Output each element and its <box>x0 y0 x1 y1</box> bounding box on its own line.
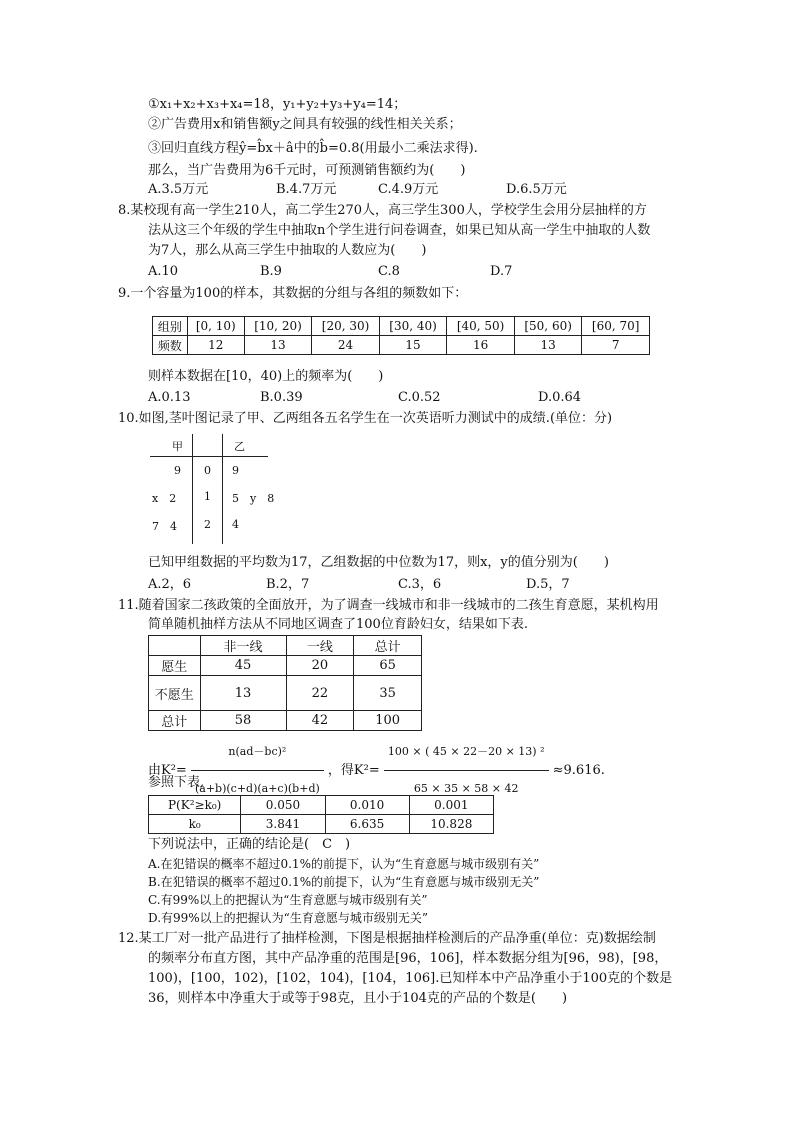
table-cell: 24 <box>312 336 380 355</box>
table-cell: 一线 <box>286 636 354 656</box>
q8-option-a: A.10 <box>148 264 179 279</box>
table-row <box>149 636 422 656</box>
q7-option-b: B.4.7万元 <box>276 182 337 197</box>
table-cell: 45 <box>200 656 286 676</box>
stem-plot-header-rule <box>150 456 268 457</box>
table-cell: 65 <box>354 656 422 676</box>
q11-option-d: D.有99%以上的把握认为“生育意愿与城市级别无关” <box>148 911 428 925</box>
q8-option-b: B.9 <box>260 264 282 279</box>
table-cell: [30, 40) <box>379 317 447 336</box>
q7-option-c: C.4.9万元 <box>378 182 439 197</box>
q7-condition-2: ②广告费用x和销售额y之间具有较强的线性相关关系； <box>148 117 462 132</box>
table-cell: 16 <box>447 336 515 355</box>
q12-line-3: 100)，[100，102)，[102，104)，[104，106].已知样本中产品净重小于100克的个数是 <box>148 971 673 986</box>
stem-plot-stem: 1 <box>204 490 211 503</box>
table-cell: 总计 <box>149 711 201 731</box>
stem-plot-stem: 0 <box>204 464 211 477</box>
q11-option-c: C.有99%以上的把握认为“生育意愿与城市级别有关” <box>148 893 428 907</box>
table-cell: [40, 50) <box>447 317 515 336</box>
table-cell: 35 <box>354 676 422 711</box>
table-cell: 非一线 <box>200 636 286 656</box>
q11-line-2: 简单随机抽样方法从不同地区调查了100位育龄妇女，结果如下表. <box>148 617 528 632</box>
calc-result: ≈9.616. <box>552 763 605 778</box>
table-cell: P(K²≥k₀) <box>149 796 241 815</box>
q9-frequency-table <box>152 316 650 355</box>
stem-plot-head-left: 甲 <box>172 440 183 453</box>
q7-question: 那么，当广告费用为6千元时，可预测销售额约为( ) <box>148 163 466 178</box>
table-cell: [10, 20) <box>244 317 312 336</box>
table-row <box>149 711 422 731</box>
table-cell: 20 <box>286 656 354 676</box>
q7-condition-3: ③回归直线方程ŷ=b̂x＋â中的b̂=0.8(用最小二乘法求得). <box>148 141 478 156</box>
q7-option-d: D.6.5万元 <box>506 182 567 197</box>
table-cell: [0, 10) <box>187 317 244 336</box>
table-row <box>153 317 650 336</box>
table-cell: 7 <box>582 336 650 355</box>
table-cell <box>149 636 201 656</box>
table-cell: 22 <box>286 676 354 711</box>
table-cell: 13 <box>244 336 312 355</box>
table-cell: 0.050 <box>241 796 325 815</box>
stem-plot-right-leaf: 5 y 8 <box>232 492 275 505</box>
q8-option-c: C.8 <box>378 264 400 279</box>
table-cell: 组别 <box>153 317 188 336</box>
q12-line-4: 36，则样本中净重大于或等于98克，且小于104克的产品的个数是( ) <box>148 991 568 1006</box>
table-cell: 0.001 <box>409 796 493 815</box>
table-cell: [50, 60) <box>514 317 582 336</box>
q8-line-3: 为7人，那么从高三学生中抽取的人数应为( ) <box>148 243 427 258</box>
stem-plot-left-leaf: 7 4 <box>152 520 177 533</box>
table-cell: 频数 <box>153 336 188 355</box>
formula-numerator: n(ad－bc)² <box>191 734 324 771</box>
table-cell: 13 <box>200 676 286 711</box>
formula-denominator: (a+b)(c+d)(a+c)(b+d) <box>194 782 320 795</box>
q12-line-1: 12.某工厂对一批产品进行了抽样检测，下图是根据抽样检测后的产品净重(单位：克)数据绘制 <box>118 931 656 946</box>
table-cell: 12 <box>187 336 244 355</box>
q9-option-d: D.0.64 <box>538 390 582 405</box>
stem-plot-left-rule <box>192 434 193 544</box>
q9-option-a: A.0.13 <box>148 390 191 405</box>
q8-line-2: 法从这三个年级的学生中抽取n个学生进行问卷调查，如果已知从高一学生中抽取的人数 <box>148 223 651 238</box>
stem-leaf-plot <box>150 434 290 546</box>
table-cell: 15 <box>379 336 447 355</box>
q9-question: 则样本数据在[10，40)上的频率为( ) <box>148 369 384 384</box>
table-cell: 10.828 <box>409 815 493 834</box>
q11-question: 下列说法中，正确的结论是( C ) <box>148 837 351 852</box>
table-cell: 愿生 <box>149 656 201 676</box>
calc-denominator: 65 × 35 × 58 × 42 <box>413 782 519 795</box>
table-row <box>149 656 422 676</box>
table-row <box>153 336 650 355</box>
q11-reference-note: 参照下表, <box>148 775 205 790</box>
table-cell: [20, 30) <box>312 317 380 336</box>
q7-option-a: A.3.5万元 <box>148 182 209 197</box>
table-row <box>149 796 494 815</box>
table-cell: 不愿生 <box>149 676 201 711</box>
stem-plot-right-rule <box>222 434 223 544</box>
q11-line-1: 11.随着国家二孩政策的全面放开，为了调查一线城市和非一线城市的二孩生育意愿，某机构用 <box>118 598 659 613</box>
q8-line-1: 8.某校现有高一学生210人，高二学生270人，高三学生300人，学校学生会用分层抽样的方 <box>118 203 647 218</box>
q7-condition-1: ①x₁+x₂+x₃+x₄=18，y₁+y₂+y₃+y₄=14； <box>148 97 407 112</box>
q12-line-2: 的频率分布直方图，其中产品净重的范围是[96，106]，样本数据分组为[96，98)，[98， <box>148 951 668 966</box>
q11-option-b: B.在犯错误的概率不超过0.1%的前提下，认为“生育意愿与城市级别无关” <box>148 875 540 889</box>
stem-plot-head-right: 乙 <box>234 440 245 453</box>
table-row <box>149 815 494 834</box>
table-cell: 0.010 <box>325 796 409 815</box>
table-cell: 6.635 <box>325 815 409 834</box>
stem-plot-right-leaf: 9 <box>232 464 239 477</box>
q10-option-a: A.2，6 <box>148 577 192 592</box>
q10-question: 已知甲组数据的平均数为17，乙组数据的中位数为17，则x，y的值分别为( ) <box>148 555 609 570</box>
q11-probability-table <box>148 795 494 834</box>
table-cell: 13 <box>514 336 582 355</box>
calc-numerator: 100 × ( 45 × 22－20 × 13) ² <box>384 734 549 771</box>
stem-plot-stem: 2 <box>204 518 211 531</box>
table-cell: 总计 <box>354 636 422 656</box>
q9-line-1: 9.一个容量为100的样本，其数据的分组与各组的频数如下： <box>118 286 468 301</box>
q10-line-1: 10.如图,茎叶图记录了甲、乙两组各五名学生在一次英语听力测试中的成绩.(单位：分) <box>118 411 613 426</box>
q10-option-b: B.2，7 <box>266 577 310 592</box>
calc-prefix: ，得K²= <box>327 763 380 778</box>
q9-option-b: B.0.39 <box>260 390 303 405</box>
table-row <box>149 676 422 711</box>
table-cell: 100 <box>354 711 422 731</box>
stem-plot-right-leaf: 4 <box>232 518 239 531</box>
stem-plot-left-leaf: 9 <box>174 464 181 477</box>
q11-option-a: A.在犯错误的概率不超过0.1%的前提下，认为“生育意愿与城市级别有关” <box>148 857 540 871</box>
table-cell: 42 <box>286 711 354 731</box>
formula-prefix: 由K²= <box>148 763 187 778</box>
table-cell: [60, 70] <box>582 317 650 336</box>
table-cell: 3.841 <box>241 815 325 834</box>
q8-option-d: D.7 <box>490 264 513 279</box>
table-cell: k₀ <box>149 815 241 834</box>
q10-option-d: D.5，7 <box>526 577 570 592</box>
table-cell: 58 <box>200 711 286 731</box>
stem-plot-left-leaf: x 2 <box>152 492 177 505</box>
q11-contingency-table <box>148 635 422 731</box>
q9-option-c: C.0.52 <box>398 390 441 405</box>
q10-option-c: C.3，6 <box>398 577 442 592</box>
